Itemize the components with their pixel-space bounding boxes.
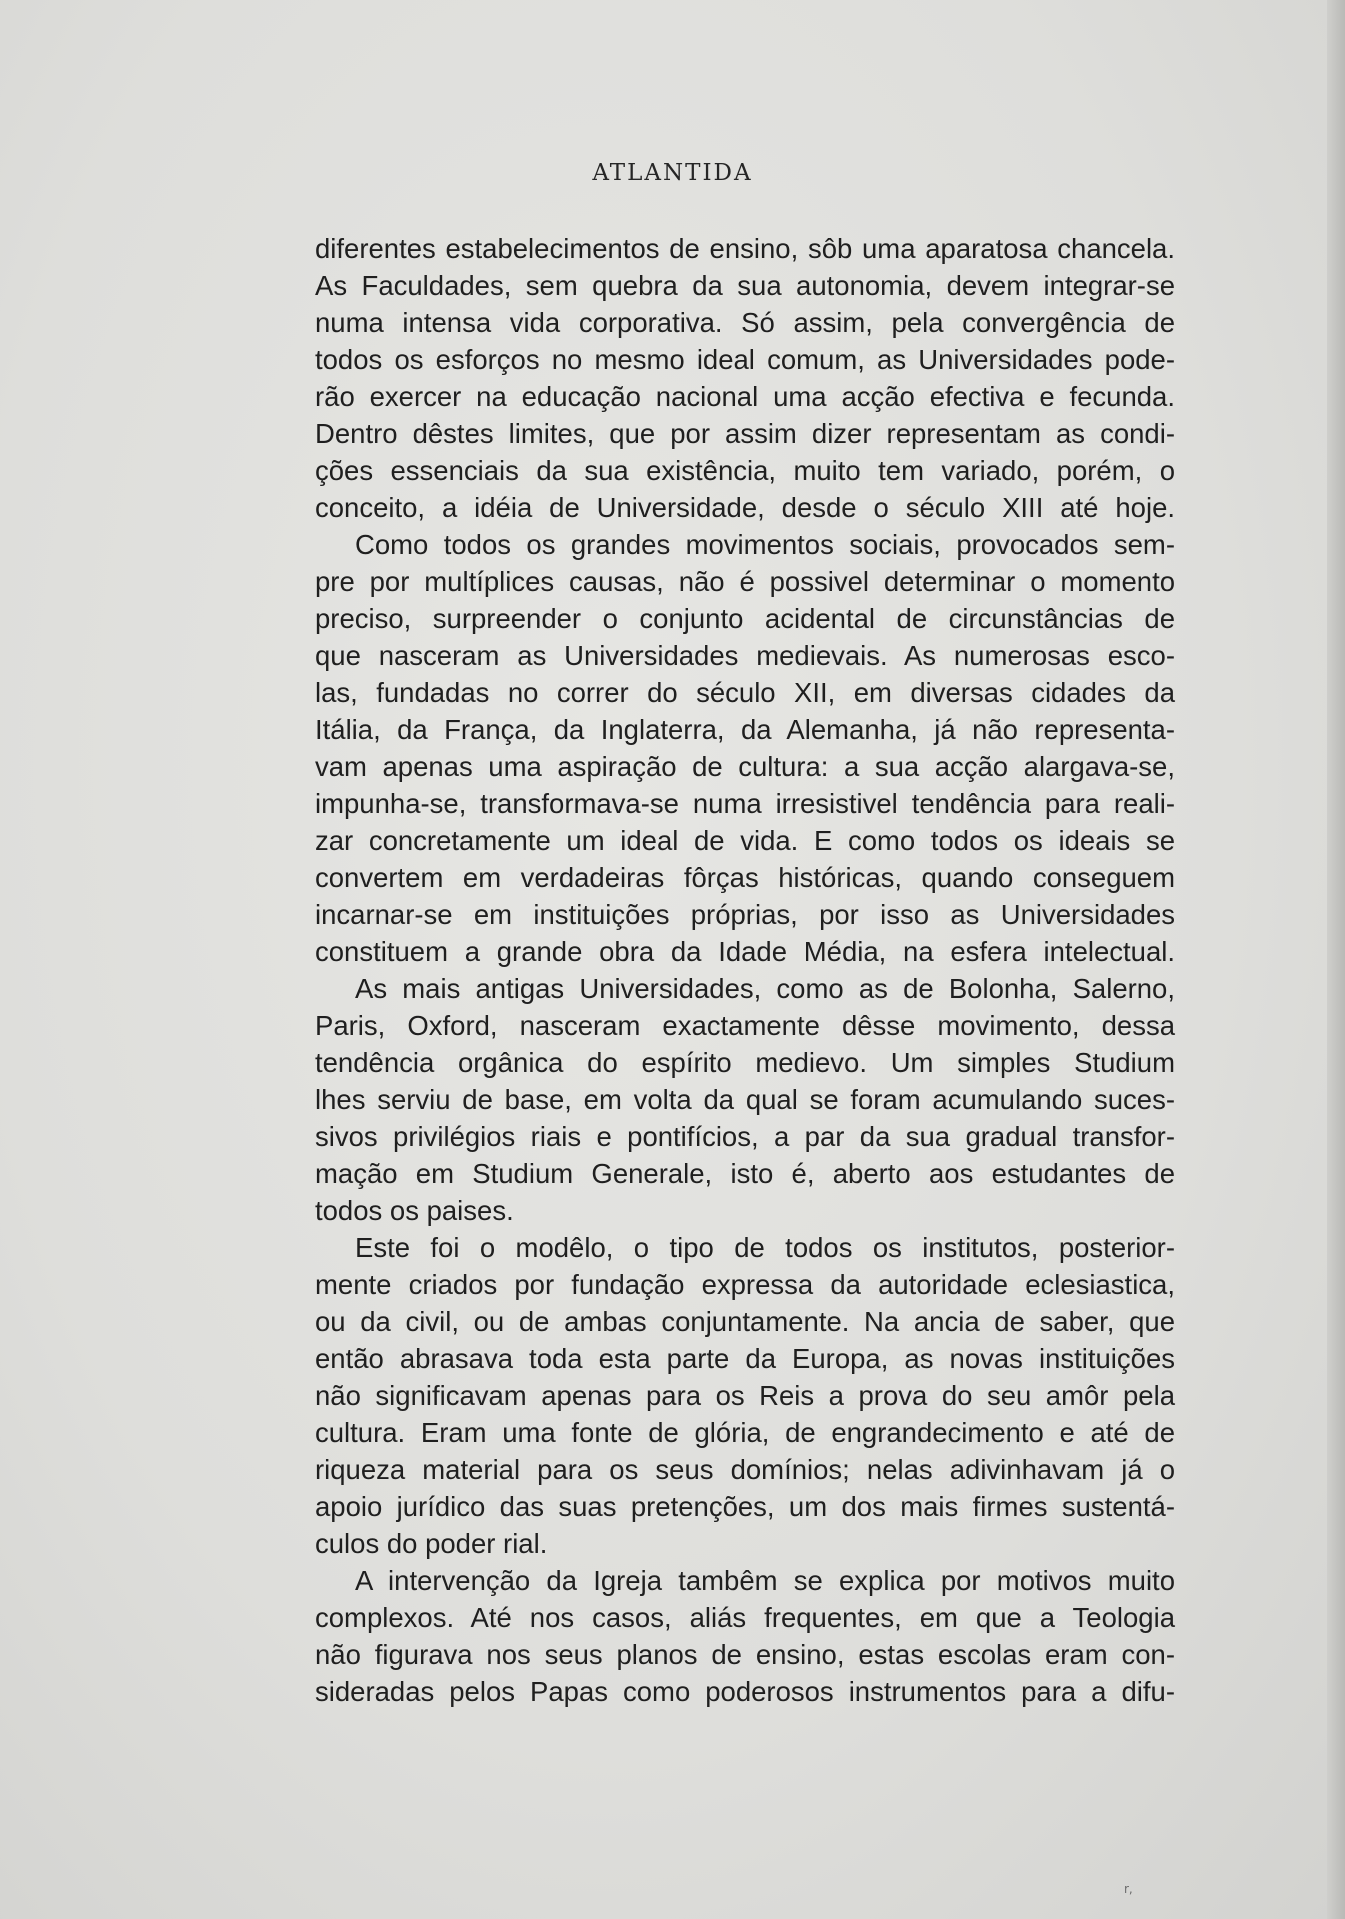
text-line: diferentes estabelecimentos de ensino, sôb uma aparatosa chancela.: [315, 233, 1175, 264]
text-line: pre por multíplices causas, não é possivel determinar o momento: [315, 566, 1175, 597]
text-line: As Faculdades, sem quebra da sua autonomia, devem integrar-se: [315, 270, 1175, 301]
running-header: ATLANTIDA: [592, 160, 753, 186]
text-line: preciso, surpreender o conjunto acidental de circunstâncias de: [315, 603, 1175, 634]
text-line: complexos. Até nos casos, aliás frequentes, em que a Teologia: [315, 1602, 1175, 1633]
text-line: ou da civil, ou de ambas conjuntamente. Na ancia de saber, que: [315, 1306, 1175, 1337]
text-line: mação em Studium Generale, isto é, aberto aos estudantes de: [315, 1158, 1175, 1189]
text-line: ções essenciais da sua existência, muito tem variado, porém, o: [315, 455, 1175, 486]
page-edge-shadow: [1327, 0, 1345, 1919]
text-line: zar concretamente um ideal de vida. E como todos os ideais se: [315, 825, 1175, 856]
text-line: As mais antigas Universidades, como as de Bolonha, Salerno,: [355, 973, 1175, 1004]
text-line: lhes serviu de base, em volta da qual se foram acumulando suces-: [315, 1084, 1175, 1115]
text-line: vam apenas uma aspiração de cultura: a sua acção alargava-se,: [315, 751, 1175, 782]
printer-mark: r,: [1124, 1882, 1133, 1896]
text-line: rão exercer na educação nacional uma acção efectiva e fecunda.: [315, 381, 1175, 412]
text-line: incarnar-se em instituições próprias, por isso as Universidades: [315, 899, 1175, 930]
text-line: Este foi o modêlo, o tipo de todos os institutos, posterior-: [355, 1232, 1175, 1263]
text-line: impunha-se, transformava-se numa irresistivel tendência para reali-: [315, 788, 1175, 819]
text-line: não figurava nos seus planos de ensino, estas escolas eram con-: [315, 1639, 1175, 1670]
text-line: conceito, a idéia de Universidade, desde o século XIII até hoje.: [315, 492, 1175, 523]
text-line: riqueza material para os seus domínios; nelas adivinhavam já o: [315, 1454, 1175, 1485]
text-line: sivos privilégios riais e pontifícios, a par da sua gradual transfor-: [315, 1121, 1175, 1152]
text-line: não significavam apenas para os Reis a prova do seu amôr pela: [315, 1380, 1175, 1411]
text-line: então abrasava toda esta parte da Europa, as novas instituições: [315, 1343, 1175, 1374]
text-line: Paris, Oxford, nasceram exactamente dêsse movimento, dessa: [315, 1010, 1175, 1041]
text-line: tendência orgânica do espírito medievo. Um simples Studium: [315, 1047, 1175, 1078]
text-line: todos os paises.: [315, 1195, 514, 1226]
text-line: Dentro dêstes limites, que por assim dizer representam as condi-: [315, 418, 1175, 449]
text-line: culos do poder rial.: [315, 1528, 548, 1559]
text-line: numa intensa vida corporativa. Só assim, pela convergência de: [315, 307, 1175, 338]
text-line: mente criados por fundação expressa da autoridade eclesiastica,: [315, 1269, 1175, 1300]
text-line: cultura. Eram uma fonte de glória, de engrandecimento e até de: [315, 1417, 1175, 1448]
text-line: convertem em verdadeiras fôrças históricas, quando conseguem: [315, 862, 1175, 893]
text-line: que nasceram as Universidades medievais. As numerosas esco-: [315, 640, 1175, 671]
text-line: A intervenção da Igreja tambêm se explica por motivos muito: [355, 1565, 1175, 1596]
text-line: todos os esforços no mesmo ideal comum, as Universidades pode-: [315, 344, 1175, 375]
text-line: sideradas pelos Papas como poderosos instrumentos para a difu-: [315, 1676, 1175, 1707]
text-line: apoio jurídico das suas pretenções, um dos mais firmes sustentá-: [315, 1491, 1175, 1522]
body-text: [315, 230, 1175, 1710]
text-line: Como todos os grandes movimentos sociais, provocados sem-: [355, 529, 1175, 560]
text-line: Itália, da França, da Inglaterra, da Alemanha, já não representa-: [315, 714, 1175, 745]
text-line: las, fundadas no correr do século XII, em diversas cidades da: [315, 677, 1175, 708]
text-line: constituem a grande obra da Idade Média, na esfera intelectual.: [315, 936, 1175, 967]
